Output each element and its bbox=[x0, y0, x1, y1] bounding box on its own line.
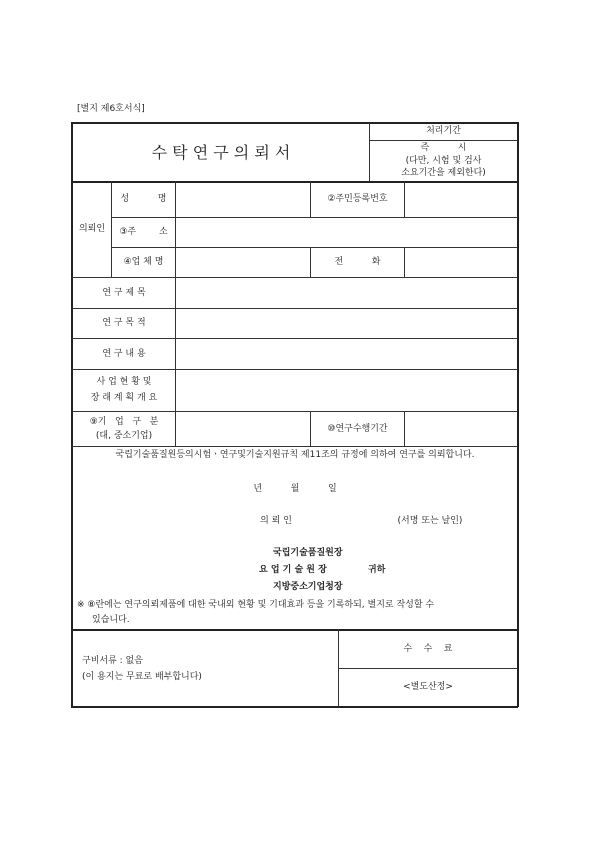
processing-note1: (다만, 시험 및 검사 bbox=[405, 155, 482, 166]
company-name-label: ④업 체 명 bbox=[123, 257, 164, 267]
id-number-label: ②주민등록번호 bbox=[327, 193, 388, 204]
page-title: 수 탁 연 구 의 뢰 서 bbox=[151, 142, 291, 162]
company-name-field[interactable] bbox=[176, 248, 310, 277]
recipient-suffix: 귀하 bbox=[368, 564, 386, 575]
form-label: [별지 제6호서식] bbox=[77, 103, 145, 114]
company-type-label-line2: (대, 중소기업) bbox=[95, 430, 153, 441]
notice-line1: ※ ⑧란에는 연구의뢰제품에 대한 국내외 현황 및 기대효과 등을 기록하되, 별지로 작성할 수 bbox=[77, 599, 435, 610]
requester-signature-label: 의 뢰 인 bbox=[260, 515, 292, 526]
research-purpose-field[interactable] bbox=[176, 309, 517, 338]
required-docs: 구비서류 : 없음 bbox=[82, 655, 143, 666]
company-type-field[interactable] bbox=[176, 412, 310, 446]
recipient-line2: 요 업 기 술 원 장 bbox=[259, 564, 327, 575]
request-statement: 국립기술품질원등의시험ㆍ연구및기술지원규칙 제11조의 규정에 의하여 연구를 의뢰합니다. bbox=[115, 449, 475, 460]
fee-label: 수 수 료 bbox=[403, 643, 453, 654]
address-field[interactable] bbox=[176, 218, 517, 247]
requester-group-label: 의뢰인 bbox=[78, 223, 106, 234]
research-period-label: ⑩연구수행기간 bbox=[327, 423, 388, 434]
phone-field[interactable] bbox=[405, 248, 517, 277]
business-status-label-line1: 사 업 현 황 및 bbox=[96, 376, 152, 387]
business-status-field[interactable] bbox=[176, 370, 517, 411]
free-distribution-note: (이 용지는 무료로 배부합니다) bbox=[82, 671, 202, 682]
recipient-line1: 국립기술품질원장 bbox=[273, 547, 343, 558]
date-line: 년 월 일 bbox=[253, 483, 337, 494]
name-field[interactable] bbox=[176, 182, 310, 217]
fee-value: <별도산정> bbox=[403, 682, 453, 692]
research-period-field[interactable] bbox=[405, 412, 517, 446]
id-number-field[interactable] bbox=[405, 182, 517, 217]
table-border-right bbox=[517, 122, 519, 707]
notice-line2: 있습니다. bbox=[92, 614, 130, 625]
name-label: 성 명 bbox=[120, 193, 167, 204]
research-purpose-label: 연 구 목 적 bbox=[102, 318, 146, 328]
recipient-line3: 지방중소기업청장 bbox=[273, 581, 343, 592]
processing-note2: 소요기간을 제외한다) bbox=[401, 167, 486, 178]
address-label: ③주 소 bbox=[119, 227, 168, 237]
table-border-bottom bbox=[71, 706, 518, 708]
business-status-label-line2: 장 래 계 획 개 요 bbox=[90, 392, 158, 403]
research-content-label: 연 구 내 용 bbox=[102, 348, 146, 359]
research-content-field[interactable] bbox=[176, 339, 517, 369]
company-type-label-line1: ⑨기 업 구 분 bbox=[89, 416, 159, 427]
signature-note: (서명 또는 날인) bbox=[397, 515, 463, 526]
processing-value: 즉 시 bbox=[420, 142, 467, 153]
processing-header: 처리기간 bbox=[426, 126, 461, 136]
phone-label: 전 화 bbox=[334, 257, 381, 267]
research-title-label: 연 구 제 목 bbox=[102, 287, 146, 298]
research-title-field[interactable] bbox=[176, 278, 517, 308]
